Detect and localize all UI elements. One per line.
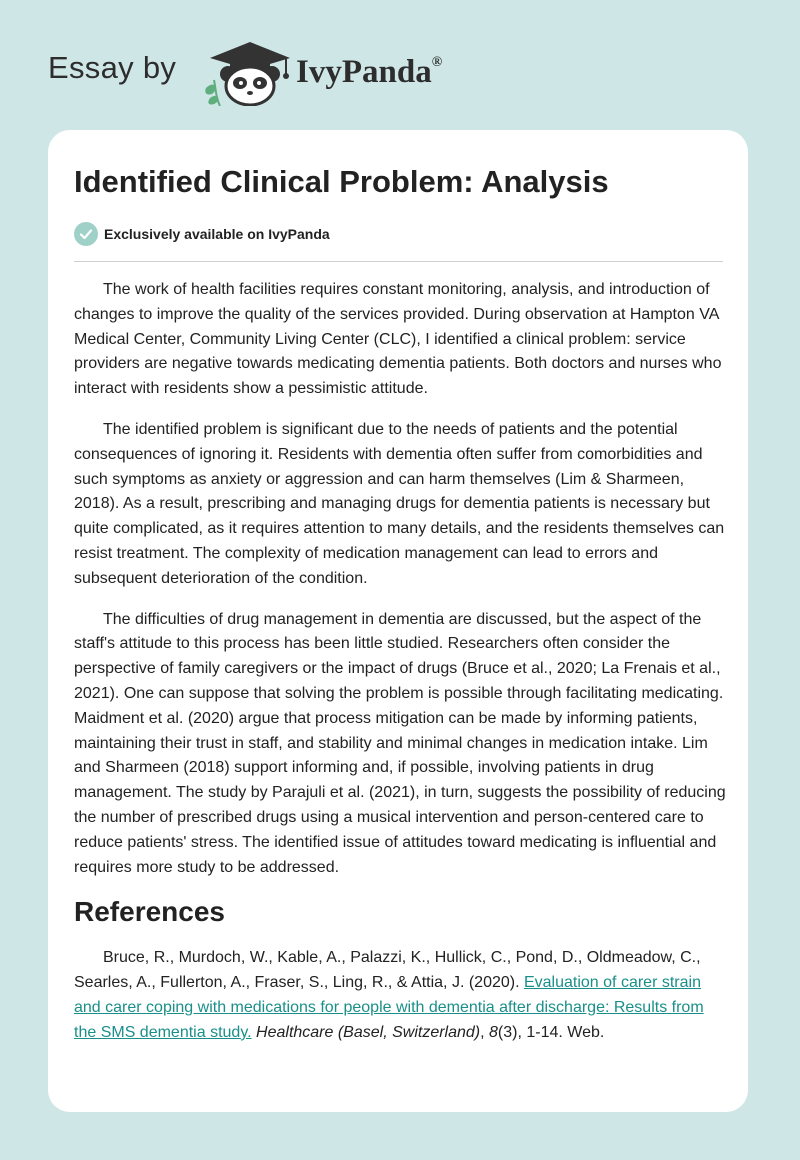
essay-by-label: Essay by [48,50,177,85]
panda-logo-icon [200,36,292,106]
exclusive-badge [74,222,330,246]
check-icon [74,222,98,246]
brand-text: IvyPanda [296,54,432,90]
reference-web: Web. [567,1023,605,1041]
references-heading: References [74,896,225,928]
reference-link[interactable]: Evaluation of carer strain and carer coping with medications for people with dementia after discharge: Results from the SMS dementia study. [74,974,704,1041]
essay-card [48,130,748,1112]
reference-authors: Bruce, R., Murdoch, W., Kable, A., Palazzi, K., Hullick, C., Pond, D., Oldmeadow, C., Searles, A., Fullerton, A., Fraser, S., Ling, R., & Attia, J. (2020). [74,949,701,992]
reference-journal: Healthcare (Basel, Switzerland) [256,1023,481,1041]
paragraph: The difficulties of drug management in dementia are discussed, but the aspect of the staff's attitude to this process has been little studied. Researchers often consider the perspective of family caregivers or the impact of drugs (Bruce et al., 2020; La Frenais et al., 2021). One can suppose that solving the problem is possible through facilitating medicating. Maidment et al. (2020) argue that process mitigation can be made by informing patients, maintaining their trust in staff, and stability and minimal changes in medication intake. Lim and Sharmeen (2018) support informing and, if possible, involving patients in drug management. The study by Parajuli et al. (2021), in turn, suggests the possibility of reducing the number of prescribed drugs using a musical intervention and person-centered care to reduce patients' stress. The identified issue of attitudes toward medicating is influential and requires more study to be addressed. [74,610,726,876]
site-header [0,0,800,120]
reference-issue-pages: (3), 1-14. [497,1023,563,1041]
brand-name[interactable] [296,54,442,91]
paragraph: The identified problem is significant due to the needs of patients and the potential consequences of ignoring it. Residents with dementia often suffer from comorbidities and such symptoms as anxiety or aggression and can harm themselves (Lim & Sharmeen, 2018). As a result, prescribing and managing drugs for dementia patients is necessary but quite complicated, as it requires attention to many details, and the residents themselves can resist treatment. The complexity of medication management can lead to errors and subsequent deterioration of the condition. [74,420,725,587]
page-title: Identified Clinical Problem: Analysis [74,164,609,199]
exclusive-badge-label: Exclusively available on IvyPanda [104,226,330,242]
essay-body [74,278,726,1046]
registered-mark: ® [431,55,443,70]
divider [74,261,723,262]
paragraph: The work of health facilities requires constant monitoring, analysis, and introduction of changes to improve the quality of the services provided. During observation at Hampton VA Medical Center, Community Living Center (CLC), I identified a clinical problem: service providers are negative towards medicating dementia patients. Both doctors and nurses who interact with residents show a pessimistic attitude. [74,281,722,398]
reference-separator: , [480,1023,490,1041]
reference-volume: 8 [489,1023,498,1041]
reference-entry [74,946,726,1045]
